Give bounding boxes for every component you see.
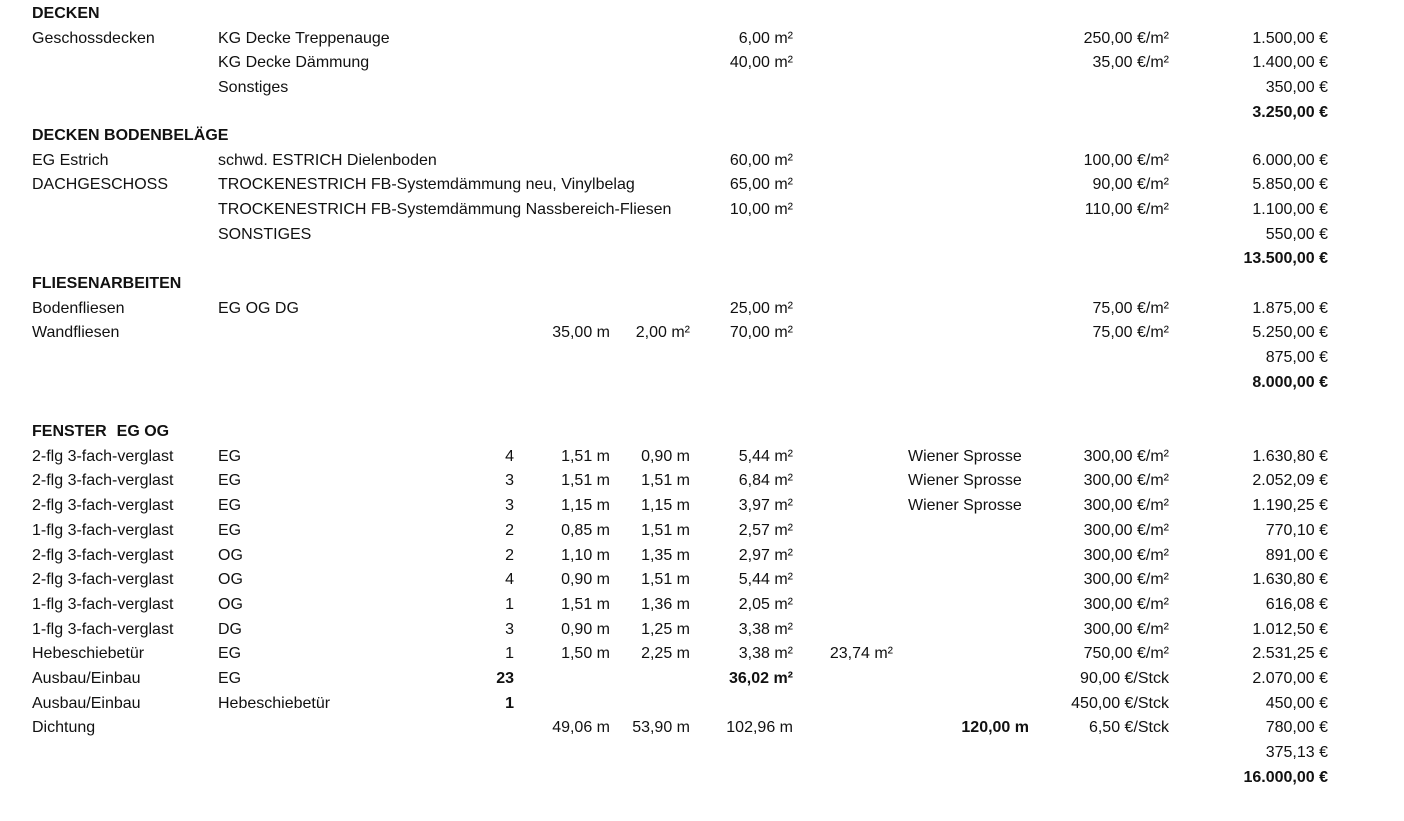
area-cell: 102,96 m [726, 719, 793, 736]
description-cell: EG [218, 670, 242, 687]
description-cell: DG [218, 621, 242, 638]
width-cell: 1,10 m [561, 547, 610, 564]
unit-price-cell: 300,00 €/m² [1083, 621, 1169, 638]
table-row [0, 76, 1404, 100]
line-total-cell: 450,00 € [1265, 695, 1328, 712]
line-total-cell: 1.500,00 € [1252, 30, 1328, 47]
unit-price-cell: 750,00 €/m² [1083, 645, 1169, 662]
item-name-cell: 2-flg 3-fach-verglast [32, 448, 174, 465]
count-cell: 1 [505, 596, 514, 613]
table-row [0, 568, 1404, 592]
area-cell: 3,38 m² [738, 621, 793, 638]
area-cell: 2,97 m² [738, 547, 793, 564]
line-total-cell: 2.070,00 € [1252, 670, 1328, 687]
line-total-cell: 1.400,00 € [1252, 54, 1328, 71]
description-cell: EG [218, 472, 242, 489]
line-total-cell: 875,00 € [1265, 349, 1328, 366]
section-total-row [0, 101, 1404, 125]
line-total-cell: 780,00 € [1265, 719, 1328, 736]
item-name-cell: EG Estrich [32, 152, 109, 169]
table-row [0, 469, 1404, 493]
section-total-row [0, 371, 1404, 395]
area-cell: 25,00 m² [729, 300, 793, 317]
section-total: 16.000,00 € [1243, 769, 1328, 786]
item-name-cell: 2-flg 3-fach-verglast [32, 472, 174, 489]
count-cell: 3 [505, 472, 514, 489]
unit-price-cell: 300,00 €/m² [1083, 547, 1169, 564]
line-total-cell: 350,00 € [1265, 79, 1328, 96]
area-cell: 40,00 m² [729, 54, 793, 71]
line-total-cell: 6.000,00 € [1252, 152, 1328, 169]
item-name-cell: Geschossdecken [32, 30, 155, 47]
area-cell: 36,02 m² [728, 670, 793, 687]
item-name-cell: Wandfliesen [32, 324, 120, 341]
line-total-cell: 1.012,50 € [1252, 621, 1328, 638]
section-heading-text: DECKEN [32, 5, 100, 22]
section-heading-text: DECKEN BODENBELÄGE [32, 127, 229, 144]
table-row [0, 445, 1404, 469]
unit-price-cell: 75,00 €/m² [1092, 300, 1169, 317]
item-name-cell: Ausbau/Einbau [32, 670, 141, 687]
item-name-cell: DACHGESCHOSS [32, 176, 169, 193]
section-total-row [0, 766, 1404, 790]
item-name-cell: 1-flg 3-fach-verglast [32, 596, 174, 613]
table-row [0, 741, 1404, 765]
height-cell: 53,90 m [632, 719, 690, 736]
description-cell: EG OG DG [218, 300, 299, 317]
width-cell: 1,15 m [561, 497, 610, 514]
height-cell: 1,51 m [641, 522, 690, 539]
height-cell: 1,25 m [641, 621, 690, 638]
table-row [0, 149, 1404, 173]
section-heading-row [0, 272, 1404, 296]
area-cell: 6,00 m² [738, 30, 793, 47]
item-name-cell: Dichtung [32, 719, 96, 736]
table-row [0, 618, 1404, 642]
table-row [0, 173, 1404, 197]
option-cell: Wiener Sprosse [908, 448, 1022, 465]
description-cell: OG [218, 596, 243, 613]
section-total: 8.000,00 € [1252, 374, 1328, 391]
width-cell: 0,85 m [561, 522, 610, 539]
area-cell: 6,84 m² [738, 472, 793, 489]
item-name-cell: 2-flg 3-fach-verglast [32, 497, 174, 514]
option-cell: Wiener Sprosse [908, 472, 1022, 489]
unit-price-cell: 75,00 €/m² [1092, 324, 1169, 341]
height-cell: 0,90 m [641, 448, 690, 465]
unit-price-cell: 100,00 €/m² [1083, 152, 1169, 169]
height-cell: 1,15 m [641, 497, 690, 514]
item-name-cell: 1-flg 3-fach-verglast [32, 621, 174, 638]
table-row [0, 593, 1404, 617]
section-heading-text: FLIESENARBEITEN [32, 275, 182, 292]
description-cell: EG [218, 497, 242, 514]
table-row [0, 346, 1404, 370]
height-cell: 1,36 m [641, 596, 690, 613]
area-cell: 70,00 m² [729, 324, 793, 341]
unit-price-cell: 300,00 €/m² [1083, 522, 1169, 539]
description-cell: TROCKENESTRICH FB-Systemdämmung neu, Vinylbelag [218, 176, 635, 193]
description-cell: EG [218, 645, 242, 662]
description-cell: schwd. ESTRICH Dielenboden [218, 152, 437, 169]
count-cell: 3 [505, 621, 514, 638]
table-row [0, 667, 1404, 691]
description-cell: SONSTIGES [218, 226, 312, 243]
section-heading [32, 272, 432, 296]
item-name-cell: 2-flg 3-fach-verglast [32, 547, 174, 564]
height-cell: 1,51 m [641, 472, 690, 489]
table-row [0, 51, 1404, 75]
table-row [0, 198, 1404, 222]
line-total-cell: 1.630,80 € [1252, 448, 1328, 465]
description-cell: EG [218, 522, 242, 539]
area-cell: 10,00 m² [729, 201, 793, 218]
unit-price-cell: 90,00 €/m² [1092, 176, 1169, 193]
table-row [0, 716, 1404, 740]
line-total-cell: 891,00 € [1265, 547, 1328, 564]
description-cell: OG [218, 571, 243, 588]
item-name-cell: 1-flg 3-fach-verglast [32, 522, 174, 539]
unit-price-cell: 300,00 €/m² [1083, 596, 1169, 613]
height-cell: 1,51 m [641, 571, 690, 588]
item-name-cell: Hebeschiebetür [32, 645, 145, 662]
height-cell: 2,25 m [641, 645, 690, 662]
unit-price-cell: 90,00 €/Stck [1080, 670, 1169, 687]
count-cell: 3 [505, 497, 514, 514]
table-row [0, 27, 1404, 51]
line-total-cell: 1.190,25 € [1252, 497, 1328, 514]
description-cell: KG Decke Treppenauge [218, 30, 390, 47]
count-cell: 2 [505, 547, 514, 564]
table-row [0, 297, 1404, 321]
count-cell: 4 [505, 571, 514, 588]
section-heading-row [0, 420, 1404, 444]
area-cell: 5,44 m² [738, 448, 793, 465]
count-cell: 2 [505, 522, 514, 539]
line-total-cell: 2.531,25 € [1252, 645, 1328, 662]
table-row [0, 223, 1404, 247]
area-cell: 65,00 m² [729, 176, 793, 193]
width-cell: 0,90 m [561, 621, 610, 638]
line-total-cell: 5.250,00 € [1252, 324, 1328, 341]
count-cell: 1 [505, 695, 514, 712]
section-heading-row [0, 2, 1404, 26]
description-cell: TROCKENESTRICH FB-Systemdämmung Nassbereich-Fliesen [218, 201, 672, 218]
section-total-row [0, 247, 1404, 271]
section-total: 13.500,00 € [1243, 250, 1328, 267]
line-total-cell: 1.630,80 € [1252, 571, 1328, 588]
item-name-cell: Bodenfliesen [32, 300, 125, 317]
width-cell: 49,06 m [552, 719, 610, 736]
line-total-cell: 375,13 € [1265, 744, 1328, 761]
height-cell: 2,00 m² [635, 324, 690, 341]
width-cell: 1,51 m [561, 448, 610, 465]
section-heading-subtext: EG OG [116, 423, 170, 440]
line-total-cell: 770,10 € [1265, 522, 1328, 539]
area-sum-cell: 23,74 m² [829, 645, 893, 662]
unit-price-cell: 6,50 €/Stck [1088, 719, 1169, 736]
width-cell: 1,51 m [561, 596, 610, 613]
unit-price-cell: 300,00 €/m² [1083, 571, 1169, 588]
description-cell: Sonstiges [218, 79, 289, 96]
item-name-cell: 2-flg 3-fach-verglast [32, 571, 174, 588]
line-total-cell: 1.100,00 € [1252, 201, 1328, 218]
line-total-cell: 550,00 € [1265, 226, 1328, 243]
unit-price-cell: 450,00 €/Stck [1071, 695, 1169, 712]
area-cell: 2,05 m² [738, 596, 793, 613]
length-total-cell: 120,00 m [961, 719, 1029, 736]
line-total-cell: 2.052,09 € [1252, 472, 1328, 489]
table-row [0, 494, 1404, 518]
unit-price-cell: 300,00 €/m² [1083, 497, 1169, 514]
section-heading [32, 124, 432, 148]
description-cell: Hebeschiebetür [218, 695, 331, 712]
item-name-cell: Ausbau/Einbau [32, 695, 141, 712]
unit-price-cell: 110,00 €/m² [1084, 201, 1169, 218]
width-cell: 0,90 m [561, 571, 610, 588]
width-cell: 1,51 m [561, 472, 610, 489]
section-heading-row [0, 124, 1404, 148]
table-row [0, 321, 1404, 345]
area-cell: 60,00 m² [729, 152, 793, 169]
description-cell: KG Decke Dämmung [218, 54, 370, 71]
table-row [0, 692, 1404, 716]
table-row [0, 544, 1404, 568]
count-cell: 23 [496, 670, 514, 687]
option-cell: Wiener Sprosse [908, 497, 1022, 514]
unit-price-cell: 35,00 €/m² [1092, 54, 1169, 71]
description-cell: EG [218, 448, 242, 465]
section-heading-text: FENSTER [32, 423, 107, 440]
table-row [0, 642, 1404, 666]
section-heading [32, 2, 432, 26]
area-cell: 3,97 m² [738, 497, 793, 514]
table-row [0, 519, 1404, 543]
count-cell: 1 [505, 645, 514, 662]
height-cell: 1,35 m [641, 547, 690, 564]
line-total-cell: 1.875,00 € [1252, 300, 1328, 317]
section-total: 3.250,00 € [1252, 104, 1328, 121]
line-total-cell: 5.850,00 € [1252, 176, 1328, 193]
line-total-cell: 616,08 € [1265, 596, 1328, 613]
unit-price-cell: 300,00 €/m² [1083, 448, 1169, 465]
unit-price-cell: 300,00 €/m² [1083, 472, 1169, 489]
section-heading [32, 420, 432, 444]
unit-price-cell: 250,00 €/m² [1083, 30, 1169, 47]
area-cell: 5,44 m² [738, 571, 793, 588]
width-cell: 1,50 m [561, 645, 610, 662]
area-cell: 2,57 m² [738, 522, 793, 539]
width-cell: 35,00 m [552, 324, 610, 341]
count-cell: 4 [505, 448, 514, 465]
description-cell: OG [218, 547, 243, 564]
area-cell: 3,38 m² [738, 645, 793, 662]
